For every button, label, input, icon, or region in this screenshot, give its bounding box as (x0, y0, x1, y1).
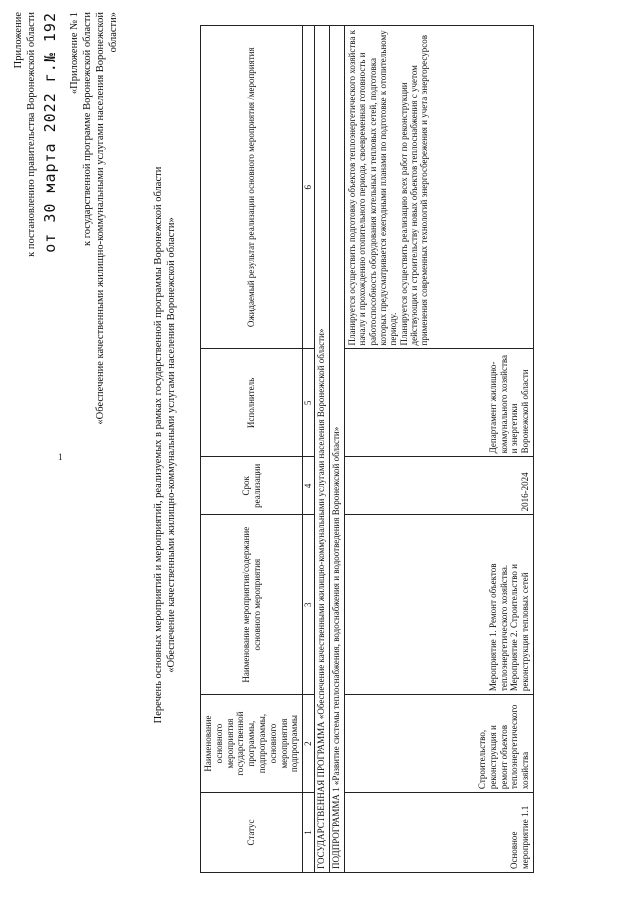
approval-line-program-name: «Обеспечение качественными жилищно-коммунальными услугами населения Воронежской (95, 12, 107, 425)
column-number: 2 (303, 695, 315, 793)
column-number: 3 (303, 515, 315, 695)
header-expected-result: Ожидаемый результат реализации основного мероприятия /мероприятия (201, 26, 303, 349)
cell-expected-result (344, 26, 533, 349)
header-term: Срок реализации (201, 457, 303, 515)
approval-block (12, 12, 121, 425)
program-title: ГОСУДАРСТВЕННАЯ ПРОГРАММА «Обеспечение качественными жилищно-коммунальными услугами населения Воронежской области» (314, 26, 329, 873)
expected-result-2: Планируется осуществить реализацию всех работ по реконструкции действующих и строительству новых объектов теплоснабжения с учетом применения современных технологий энергосбережения и учета энергоресурсов (398, 34, 430, 346)
column-number: 5 (303, 349, 315, 457)
approval-line-program-name-end: области» (108, 12, 120, 53)
page-number: 1 (58, 452, 63, 462)
expected-result-1: Планируется осуществить подготовку объектов теплоэнергетического хозяйства к началу и прохождению отопительного периода, своевременная готовность и работоспособность оборудования котельных и тепловых сетей, подготовка которых предусматривается ежегодными планами по подготовке к отопительному периоду. (346, 29, 399, 346)
approval-line-program: к государственной программе Воронежской области (82, 12, 94, 247)
header-executor: Исполнитель (201, 349, 303, 457)
subprogram-title: ПОДПРОГРАММА 1 «Развитие системы теплоснабжения, водоснабжения и водоотведения Воронежской области» (329, 26, 344, 873)
program-row (314, 26, 329, 873)
activity-1: Мероприятие 1. Ремонт объектов теплоэнергетического хозяйства. (487, 563, 509, 692)
column-number: 4 (303, 457, 315, 515)
activity-2: Мероприятие 2. Строительство и реконструкция тепловых сетей (509, 563, 531, 692)
column-number: 1 (303, 793, 315, 873)
header-status: Статус (201, 793, 303, 873)
cell-main-activity-name: Строительство, реконструкция и ремонт объектов теплоэнергетического хозяйства (344, 695, 533, 793)
cell-executor: Департамент жилищно-коммунального хозяйства и энергетики Воронежской области (344, 349, 533, 457)
column-numbers-row (303, 26, 315, 873)
subprogram-row (329, 26, 344, 873)
approval-line-appendix-no: «Приложение № 1 (69, 12, 80, 95)
document-title-line-1: Перечень основных мероприятий и мероприятий, реализуемых в рамках государственной программы Воронежской области (153, 166, 164, 724)
cell-activity-content (344, 515, 533, 695)
cell-term: 2016-2024 (344, 457, 533, 515)
approval-date: от 30 марта 2022 г.№ 192 (41, 12, 60, 253)
table-header-row (201, 26, 303, 873)
document-title (152, 145, 178, 745)
table-row (344, 26, 533, 873)
approval-line-appendix: Приложение (13, 12, 24, 69)
header-main-activity-name: Наименование основного мероприятия государственной программы, подпрограммы, основного мероприятия подпрограммы (201, 695, 303, 793)
cell-status: Основное мероприятие 1.1 (344, 793, 533, 873)
column-number: 6 (303, 26, 315, 349)
measures-table (200, 25, 534, 873)
document-title-line-2: «Обеспечение качественными жилищно-коммунальными услугами населения Воронежской области» (166, 217, 178, 673)
approval-line-decree: к постановлению правительства Воронежской области (26, 12, 38, 257)
header-activity-content: Наименование мероприятия/содержание основного мероприятия (201, 515, 303, 695)
